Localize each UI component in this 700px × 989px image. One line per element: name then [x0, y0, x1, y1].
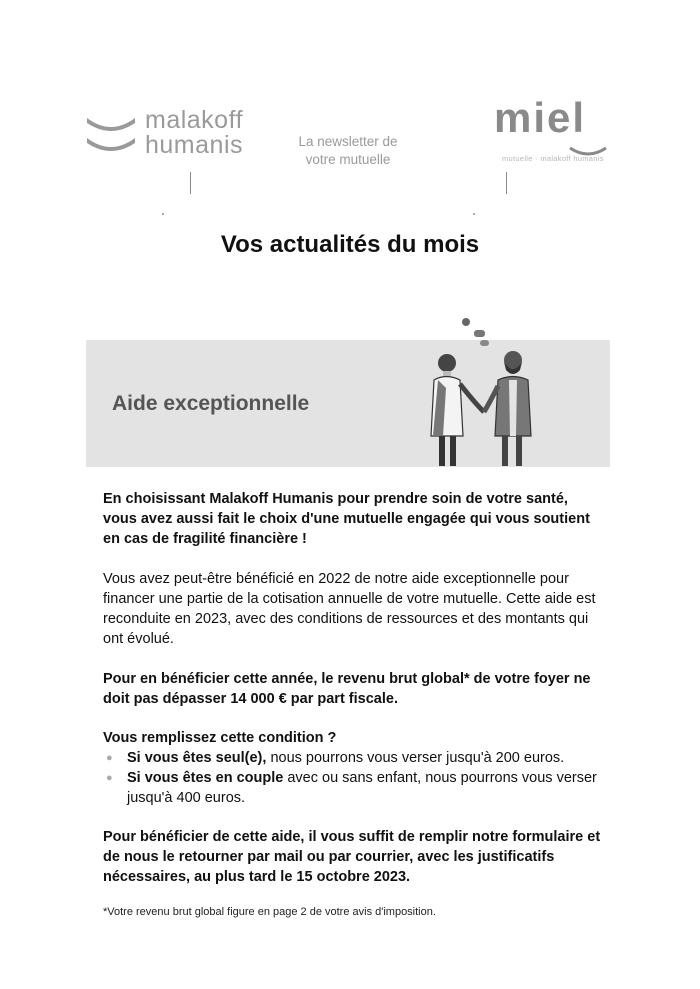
list-item	[103, 768, 603, 808]
history-paragraph: Vous avez peut-être bénéficié en 2022 de notre aide exceptionnelle pour financer une partie de la cotisation annuelle de votre mutuelle. Cette aide est reconduite en 2023, avec des conditions de ressources et des montants qui ont évolué.	[103, 571, 596, 647]
divider	[506, 172, 507, 194]
miel-logo-subtext: mutuelle · malakoff humanis	[502, 154, 604, 163]
list-item	[103, 748, 603, 768]
newsletter-header	[0, 0, 700, 230]
malakoff-humanis-logo	[85, 106, 275, 165]
intro-paragraph: En choisissant Malakoff Humanis pour prendre soin de votre santé, vous avez aussi fait le choix d'une mutuelle engagée qui vous soutient en cas de fragilité financière !	[103, 491, 590, 547]
banner-title: Aide exceptionnelle	[112, 392, 310, 415]
wave-icon	[85, 114, 137, 136]
people-talking-illustration	[418, 318, 578, 468]
list-item-text: nous pourrons vous verser jusqu'à 200 euros.	[266, 750, 565, 766]
list-item-text: avec ou sans enfant, nous pourrons vous verser jusqu'à 400 euros.	[127, 770, 597, 806]
condition-title: Vous remplissez cette condition ?	[103, 730, 337, 746]
miel-logo	[490, 94, 620, 173]
amount-list	[103, 748, 603, 808]
instructions-paragraph: Pour bénéficier de cette aide, il vous suffit de remplir notre formulaire et de nous le retourner par mail ou par courrier, avec les justificatifs nécessaires, au plus tard le 15 octobre 2023.	[103, 829, 601, 885]
scan-dot	[162, 213, 164, 215]
page-title: Vos actualités du mois	[220, 231, 480, 258]
list-item-bold: Si vous êtes seul(e),	[127, 750, 267, 766]
bullet-icon: ●	[106, 752, 113, 764]
footnote: *Votre revenu brut global figure en page 2 de votre avis d'imposition.	[103, 906, 436, 918]
eligibility-paragraph: Pour en bénéficier cette année, le revenu brut global* de votre foyer ne doit pas dépasser 14 000 € par part fiscale.	[103, 671, 591, 707]
scan-dot	[473, 213, 475, 215]
divider	[190, 172, 191, 194]
newsletter-tagline: La newsletter de votre mutuelle	[298, 134, 398, 167]
bullet-icon: ●	[106, 772, 113, 784]
list-item-bold: Si vous êtes en couple	[127, 770, 284, 786]
article-body	[103, 489, 603, 887]
wave-icon	[85, 134, 137, 156]
miel-logo-text: miel	[494, 94, 587, 141]
malakoff-humanis-logo-text: malakoff humanis	[145, 106, 244, 159]
